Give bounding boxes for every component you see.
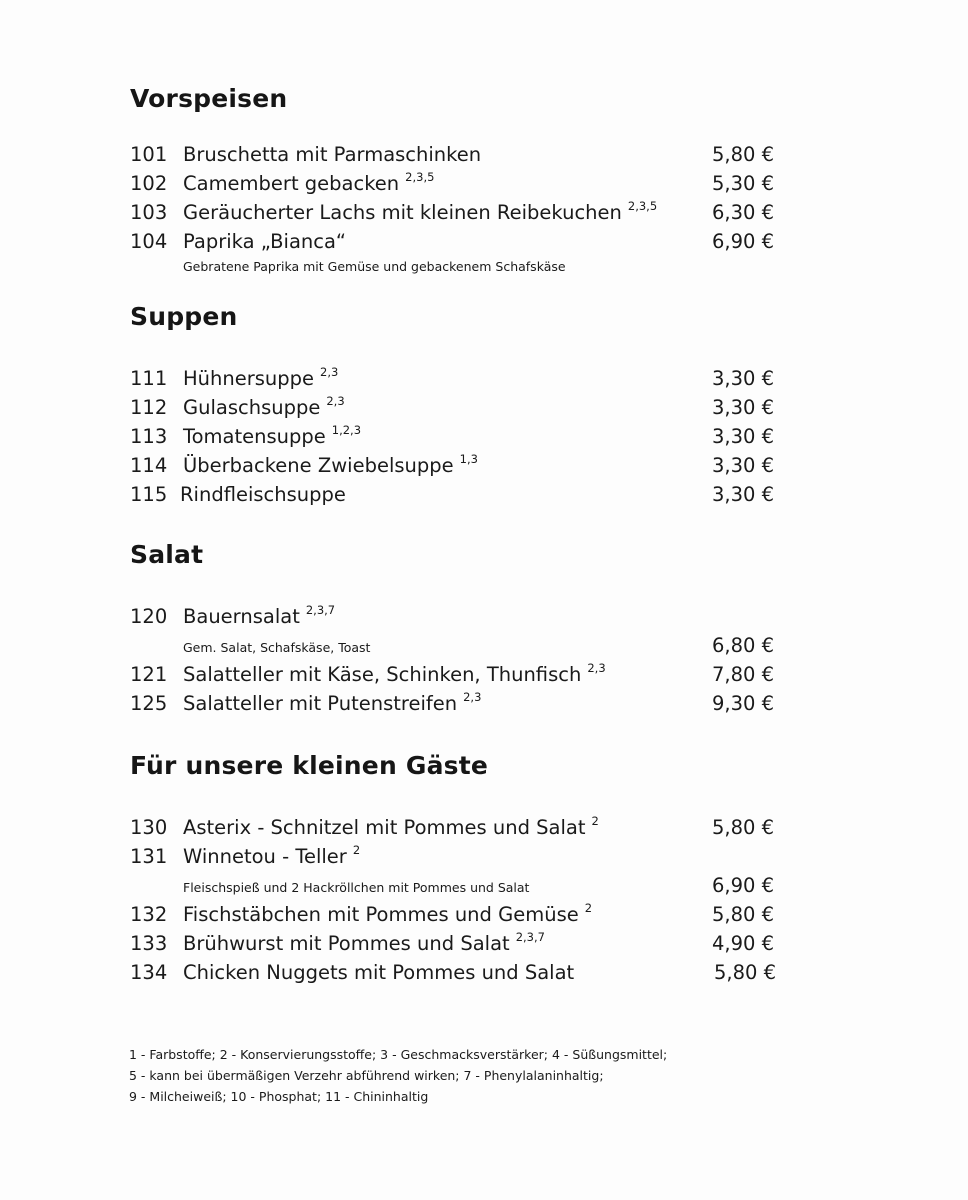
list-item [0,140,968,169]
item-price: 6,80 € [711,634,774,657]
item-price: 5,80 € [711,816,774,839]
list-item [0,480,968,509]
menu-list-salat [0,602,968,718]
allergen-codes: 2,3 [587,661,606,675]
item-name: Tomatensuppe $^{1,2,3}$ [183,423,362,448]
item-name: Rindfleischsuppe [180,483,346,506]
item-price: 6,30 € [711,201,774,224]
item-name: Gulaschsuppe $^{2,3}$ [183,394,345,419]
footnote-line: 9 - Milcheiweiß; 10 - Phosphat; 11 - Chininhaltig [129,1089,429,1104]
item-number: 134 [130,961,168,984]
item-number: 115 [130,483,168,506]
item-number: 102 [130,172,168,195]
item-description-row [0,871,968,900]
allergen-codes: 2,3,7 [305,603,336,617]
list-item [0,169,968,198]
section-title-kinder: Für unsere kleinen Gäste [130,751,489,780]
item-price: 7,80 € [711,663,774,686]
item-description-row [0,256,968,278]
section-title-vorspeisen: Vorspeisen [130,84,288,113]
item-description: Fleischspieß und 2 Hackröllchen mit Pommes und Salat [183,880,530,895]
item-description-row [0,631,968,660]
item-number: 130 [130,816,168,839]
item-name: Paprika „Bianca“ [183,230,347,253]
allergen-codes: 1,2,3 [331,423,362,437]
item-price: 3,30 € [711,367,774,390]
list-item [0,364,968,393]
section-title-suppen: Suppen [130,302,238,331]
item-number: 132 [130,903,168,926]
item-name: Überbackene Zwiebelsuppe $^{1,3}$ [183,452,478,477]
item-price: 5,80 € [711,903,774,926]
item-number: 104 [130,230,168,253]
item-description: Gebratene Paprika mit Gemüse und gebackenem Schafskäse [183,259,566,274]
list-item [0,393,968,422]
item-price: 4,90 € [711,932,774,955]
allergen-codes: 2 [584,901,593,915]
item-price: 3,30 € [711,396,774,419]
item-name: Hühnersuppe $^{2,3}$ [183,365,339,390]
list-item [0,660,968,689]
list-item [0,198,968,227]
allergen-codes: 2,3 [326,394,345,408]
item-name: Salatteller mit Putenstreifen $^{2,3}$ [183,690,482,715]
item-name: Winnetou - Teller $^2$ [183,843,361,868]
menu-list-vorspeisen [0,140,968,278]
item-number: 120 [130,605,168,628]
list-item [0,602,968,631]
item-number: 114 [130,454,168,477]
item-number: 133 [130,932,168,955]
item-number: 113 [130,425,168,448]
item-name: Brühwurst mit Pommes und Salat $^{2,3,7}$ [183,930,545,955]
allergen-codes: 2,3 [320,365,339,379]
list-item [0,813,968,842]
allergen-codes: 1,3 [459,452,478,466]
item-price: 6,90 € [711,874,774,897]
list-item [0,929,968,958]
item-number: 101 [130,143,168,166]
item-price: 3,30 € [711,454,774,477]
item-name: Bauernsalat $^{2,3,7}$ [183,603,336,628]
item-price: 3,30 € [711,483,774,506]
item-price: 5,30 € [711,172,774,195]
item-price: 9,30 € [711,692,774,715]
item-number: 131 [130,845,168,868]
item-name: Bruschetta mit Parmaschinken [183,143,482,166]
section-title-salat: Salat [130,540,204,569]
allergen-codes: 2,3 [463,690,482,704]
item-description: Gem. Salat, Schafskäse, Toast [183,640,371,655]
allergen-codes: 2,3,7 [515,930,545,944]
item-name: Chicken Nuggets mit Pommes und Salat [183,961,575,984]
item-name: Fischstäbchen mit Pommes und Gemüse $^2$ [183,901,593,926]
list-item [0,958,968,987]
item-name: Camembert gebacken $^{2,3,5}$ [183,170,435,195]
footnote-line: 5 - kann bei übermäßigen Verzehr abführend wirken; 7 - Phenylalaninhaltig; [129,1068,604,1083]
item-price: 5,80 € [713,961,776,984]
item-name: Salatteller mit Käse, Schinken, Thunfisch $^{2,3}$ [183,661,606,686]
list-item [0,451,968,480]
list-item [0,422,968,451]
list-item [0,842,968,871]
allergen-codes: 2 [591,814,599,828]
allergen-codes: 2 [352,843,361,857]
list-item [0,900,968,929]
item-name: Geräucherter Lachs mit kleinen Reibekuchen $^{2,3,5}$ [183,199,658,224]
allergen-codes: 2,3,5 [627,199,658,213]
item-price: 6,90 € [711,230,774,253]
item-name: Asterix - Schnitzel mit Pommes und Salat $^2$ [183,814,599,839]
item-number: 121 [130,663,168,686]
allergen-codes: 2,3,5 [405,170,435,184]
menu-list-kinder [0,813,968,987]
allergen-footnotes [129,1044,667,1107]
list-item [0,689,968,718]
item-number: 103 [130,201,168,224]
footnote-line: 1 - Farbstoffe; 2 - Konservierungsstoffe; 3 - Geschmacksverstärker; 4 - Süßungsmittel; [129,1047,668,1062]
item-number: 112 [130,396,168,419]
list-item [0,227,968,256]
item-number: 125 [130,692,168,715]
item-price: 5,80 € [711,143,774,166]
item-number: 111 [130,367,168,390]
item-price: 3,30 € [711,425,774,448]
menu-list-suppen [0,364,968,509]
